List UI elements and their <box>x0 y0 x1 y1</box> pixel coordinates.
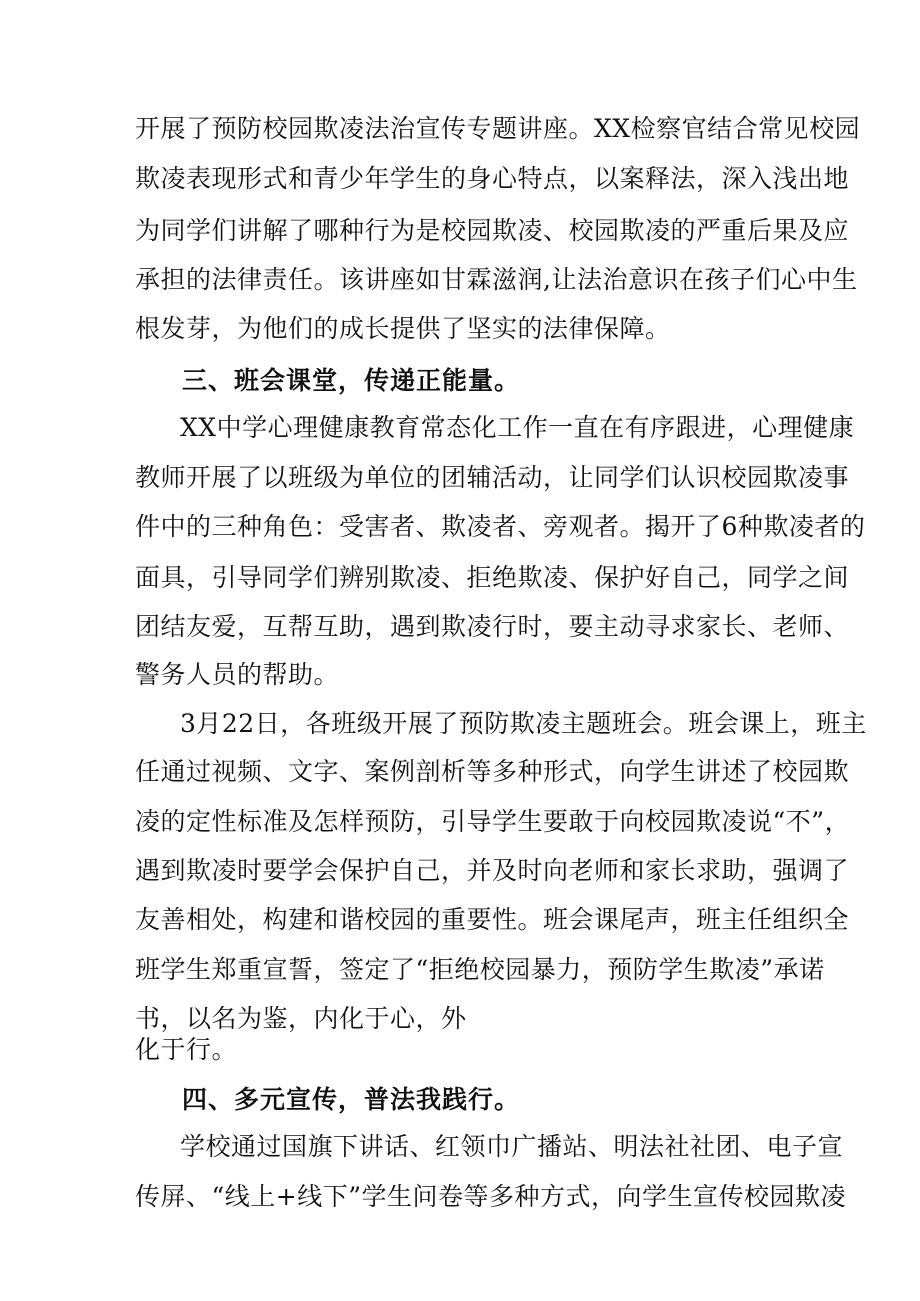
paragraph-3-line-1: 3月22日，各班级开展了预防欺凌主题班会。班会课上，班主 <box>180 709 867 738</box>
paragraph-3-line-3: 凌的定性标准及怎样预防，引导学生要敢于向校园欺凌说“不”， <box>135 807 851 836</box>
paragraph-3-line-2: 任通过视频、文字、案例剖析等多种形式，向学生讲述了校园欺 <box>135 757 850 786</box>
section-heading-4: 四、多元宣传，普法我践行。 <box>182 1085 521 1114</box>
paragraph-3-line-8: 化于行。 <box>135 1035 238 1064</box>
paragraph-3-line-5: 友善相处，构建和谐校园的重要性。班会课尾声，班主任组织全 <box>135 905 850 934</box>
paragraph-4-line-1: 学校通过国旗下讲话、红领巾广播站、明法社社团、电子宣 <box>180 1132 844 1161</box>
paragraph-1-line-2: 欺凌表现形式和青少年学生的身心特点，以案释法，深入浅出地 <box>135 164 850 193</box>
paragraph-3-line-7: 书，以名为鉴，内化于心，外 <box>135 1004 467 1033</box>
paragraph-2-line-2: 教师开展了以班级为单位的团辅活动，让同学们认识校园欺凌事 <box>135 463 850 492</box>
paragraph-1-line-3: 为同学们讲解了哪种行为是校园欺凌、校园欺凌的严重后果及应 <box>135 216 850 245</box>
paragraph-2-line-1: XX中学心理健康教育常态化工作一直在有序跟进，心理健康 <box>180 413 855 442</box>
paragraph-1-line-4: 承担的法律责任。该讲座如甘霖滋润,让法治意识在孩子们心中生 <box>135 265 858 294</box>
paragraph-4-line-2: 传屏、“线上+线下”学生问卷等多种方式，向学生宣传校园欺凌 <box>135 1182 847 1211</box>
paragraph-1-line-5: 根发芽，为他们的成长提供了坚实的法律保障。 <box>135 314 671 343</box>
paragraph-3-line-4: 遇到欺凌时要学会保护自己，并及时向老师和家长求助，强调了 <box>135 856 850 885</box>
paragraph-2-line-3: 件中的三种角色：受害者、欺凌者、旁观者。揭开了6种欺凌者的 <box>135 512 866 541</box>
paragraph-1-line-1: 开展了预防校园欺凌法治宣传专题讲座。XX检察官结合常见校园 <box>135 114 861 143</box>
paragraph-2-line-4: 面具，引导同学们辨别欺凌、拒绝欺凌、保护好自己，同学之间 <box>135 563 850 592</box>
paragraph-2-line-5: 团结友爱，互帮互助，遇到欺凌行时，要主动寻求家长、老师、 <box>135 612 850 641</box>
paragraph-2-line-6: 警务人员的帮助。 <box>135 660 340 689</box>
section-heading-3: 三、班会课堂，传递正能量。 <box>182 366 521 395</box>
paragraph-3-line-6: 班学生郑重宣誓，签定了“拒绝校园暴力，预防学生欺凌”承诺 <box>135 955 825 984</box>
